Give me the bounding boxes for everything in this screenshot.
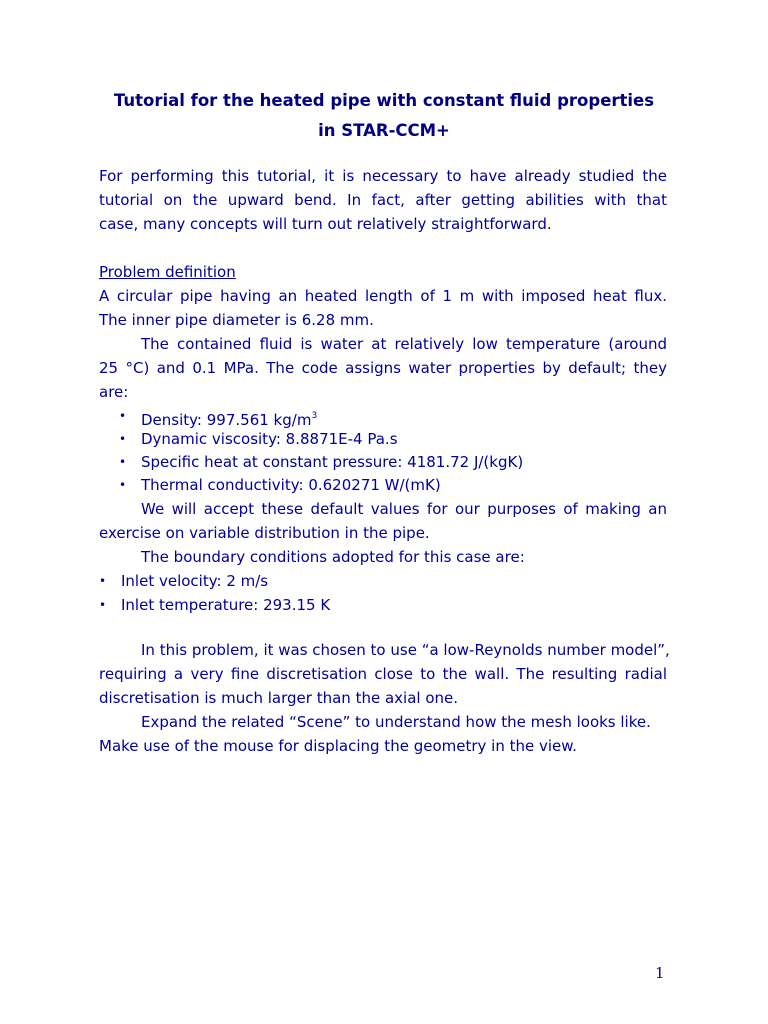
- model-paragraph-line: In this problem, it was chosen to use “a low-Reynolds number model”,: [141, 641, 670, 659]
- boundary-conditions-intro: The boundary conditions adopted for this case are:: [141, 548, 525, 566]
- bullet-icon: •: [99, 574, 107, 588]
- model-paragraph-line: requiring a very fine discretisation close to the wall. The resulting radial: [99, 665, 667, 683]
- property-conductivity: Thermal conductivity: 0.620271 W/(mK): [141, 476, 441, 494]
- fluid-paragraph-line: The contained fluid is water at relatively low temperature (around: [141, 335, 667, 353]
- accept-paragraph-line: We will accept these default values for our purposes of making an: [141, 500, 667, 518]
- bullet-icon: •: [119, 409, 127, 423]
- bullet-icon: •: [99, 598, 107, 612]
- scene-paragraph-line: Expand the related “Scene” to understand how the mesh looks like.: [141, 713, 651, 731]
- model-paragraph-line: discretisation is much larger than the axial one.: [99, 689, 458, 707]
- fluid-paragraph-line: are:: [99, 383, 129, 401]
- page-number: 1: [655, 964, 665, 982]
- scene-paragraph-line: Make use of the mouse for displacing the geometry in the view.: [99, 737, 577, 755]
- property-density: Density: 997.561 kg/m: [141, 411, 312, 429]
- problem-paragraph-line: A circular pipe having an heated length of 1 m with imposed heat flux.: [99, 287, 667, 305]
- property-viscosity: Dynamic viscosity: 8.8871E-4 Pa.s: [141, 430, 398, 448]
- boundary-condition-inlet-velocity: Inlet velocity: 2 m/s: [121, 572, 269, 590]
- intro-paragraph-line: tutorial on the upward bend. In fact, after getting abilities with that: [99, 191, 667, 209]
- bullet-icon: •: [119, 455, 127, 469]
- intro-paragraph-line: case, many concepts will turn out relatively straightforward.: [99, 215, 552, 233]
- bullet-icon: •: [119, 432, 127, 446]
- document-title-line-2: in STAR-CCM+: [318, 121, 450, 140]
- boundary-condition-inlet-temperature: Inlet temperature: 293.15 K: [121, 596, 331, 614]
- accept-paragraph-line: exercise on variable distribution in the pipe.: [99, 524, 430, 542]
- document-title-line-1: Tutorial for the heated pipe with constant fluid properties: [113, 91, 655, 110]
- fluid-paragraph-line: 25 °C) and 0.1 MPa. The code assigns water properties by default; they: [99, 359, 667, 377]
- bullet-icon: •: [119, 478, 127, 492]
- property-specific-heat: Specific heat at constant pressure: 4181.72 J/(kgK): [141, 453, 524, 471]
- problem-paragraph-line: The inner pipe diameter is 6.28 mm.: [99, 311, 374, 329]
- intro-paragraph-line: For performing this tutorial, it is necessary to have already studied the: [99, 167, 667, 185]
- problem-definition-heading: Problem definition: [99, 263, 236, 281]
- superscript-exponent: 3: [311, 411, 318, 421]
